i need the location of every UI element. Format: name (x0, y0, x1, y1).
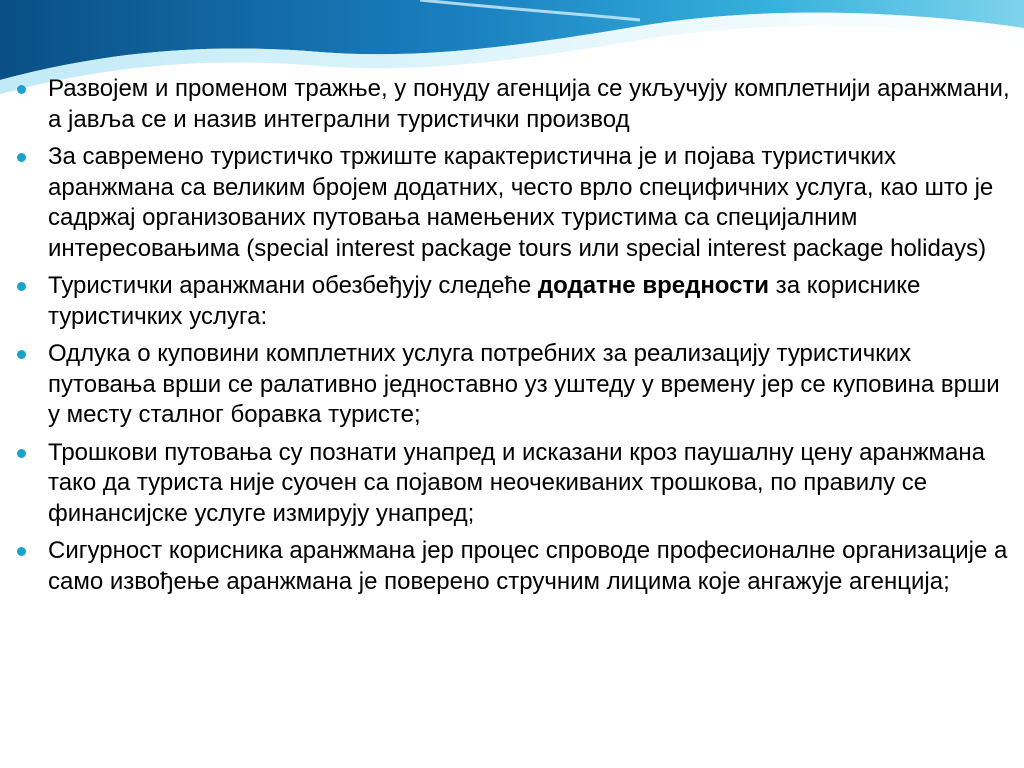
bullet-item-5 (8, 438, 1018, 530)
wave-deep-band (0, 0, 1024, 80)
bullet-dot-icon (17, 85, 26, 94)
bullet-item-1 (8, 74, 1018, 135)
bullet-item-4 (8, 339, 1018, 431)
bullet-list (8, 74, 1018, 604)
bullet-item-6 (8, 536, 1018, 597)
bullet-text: За савремено туристичко тржиште карактеристична је и појава туристичких аранжмана са великим бројем додатних, често врло специфичних услуга, као што је садржај организованих путовања намењених туристима са специјалним интересовањима (special interest package tours или special interest package holidays) (48, 143, 994, 262)
bullet-text-after: за кориснике туристичких услуга: (48, 272, 921, 330)
bullet-dot-icon (17, 153, 26, 162)
bullet-item-3 (8, 271, 1018, 332)
bullet-dot-icon (17, 547, 26, 556)
bullet-dot-icon (17, 449, 26, 458)
bullet-text: Развојем и променом тражње, у понуду агенција се укључују комплетнији аранжмани, а јавља се и назив интегрални туристички производ (48, 75, 1010, 133)
bullet-text: Трошкови путовања су познати унапред и исказани кроз паушалну цену аранжмана тако да туриста није суочен са појавом неочекиваних трошкова, по правилу се финансијске услуге измирују унапред; (48, 438, 985, 527)
bullet-dot-icon (17, 350, 26, 359)
bullet-text: Одлука о куповини комплетних услуга потребних за реализацију туристичких путовања врши се ралативно једноставно уз уштеду у времену јер се куповина врши у месту сталног боравка туристе; (48, 340, 1000, 428)
bullet-item-2 (8, 142, 1018, 264)
bullet-dot-icon (17, 282, 26, 291)
bullet-text-before: Туристички аранжмани обезбеђују следеће (48, 272, 538, 299)
bullet-text: Сигурност корисника аранжмана јер процес спроводе професионалне организације а само извођење аранжмана је поверено стручним лицима које ангажује агенција; (48, 537, 1008, 595)
bullet-text-bold: додатне вредности (537, 272, 770, 299)
